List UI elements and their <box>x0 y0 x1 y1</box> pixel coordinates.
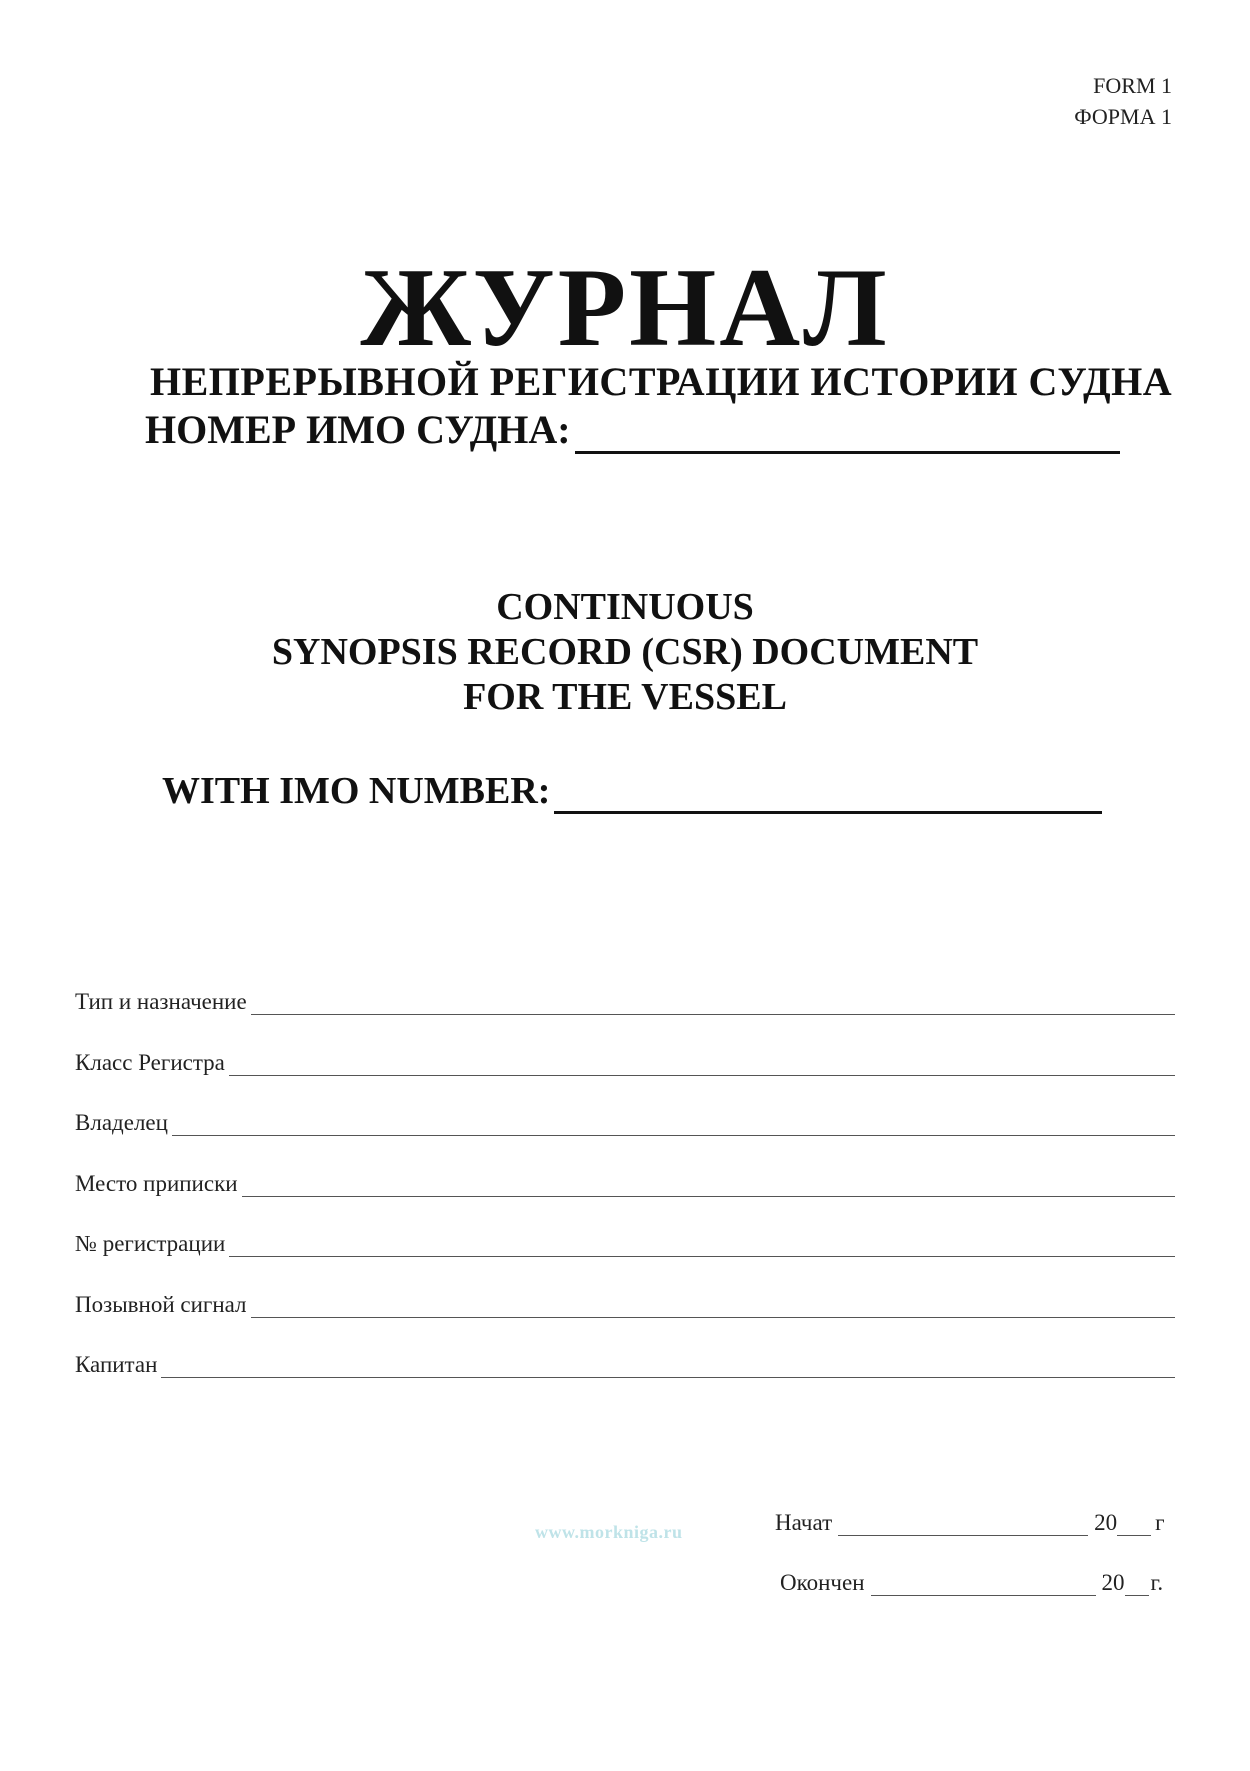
field-blank-captain[interactable] <box>161 1355 1175 1378</box>
imo-number-en-blank[interactable] <box>554 777 1102 814</box>
end-year-blank[interactable] <box>1125 1573 1149 1596</box>
form-number <box>1074 70 1172 132</box>
field-blank-callsign[interactable] <box>251 1295 1175 1318</box>
watermark-text: www.morkniga.ru <box>535 1522 683 1542</box>
start-year-suffix: г <box>1155 1510 1165 1535</box>
imo-number-en-row <box>162 768 1102 814</box>
field-row-port <box>75 1167 1175 1197</box>
field-label: Класс Регистра <box>75 1049 225 1075</box>
field-blank-class[interactable] <box>229 1053 1175 1076</box>
english-title-line3: FOR THE VESSEL <box>463 676 787 718</box>
field-row-registration <box>75 1227 1175 1257</box>
imo-number-ru-label: НОМЕР ИМО СУДНА: <box>145 407 571 452</box>
field-row-captain <box>75 1348 1175 1378</box>
start-date-label: Начат <box>775 1510 833 1535</box>
end-date-row <box>780 1570 1163 1596</box>
field-label: Место приписки <box>75 1170 238 1196</box>
imo-number-en-label: WITH IMO NUMBER: <box>162 770 551 812</box>
vessel-fields <box>75 985 1175 1409</box>
field-blank-registration[interactable] <box>229 1234 1175 1257</box>
end-year-prefix: 20 <box>1101 1570 1125 1595</box>
end-date-label: Окончен <box>780 1570 865 1595</box>
start-year-prefix: 20 <box>1094 1510 1118 1535</box>
start-date-row <box>775 1510 1165 1536</box>
field-label: Тип и назначение <box>75 989 247 1014</box>
form-number-ru: ФОРМА 1 <box>1074 104 1172 129</box>
field-row-owner <box>75 1106 1175 1136</box>
field-label: № регистрации <box>75 1231 226 1256</box>
field-label: Капитан <box>75 1352 158 1377</box>
end-year-suffix: г. <box>1150 1570 1164 1595</box>
imo-number-ru-row <box>145 406 1120 454</box>
english-title-line1: CONTINUOUS <box>496 586 754 628</box>
field-blank-type[interactable] <box>251 992 1175 1015</box>
start-date-blank[interactable] <box>838 1513 1088 1536</box>
start-year-blank[interactable] <box>1117 1513 1151 1536</box>
field-row-callsign <box>75 1288 1175 1318</box>
english-title-line2: SYNOPSIS RECORD (CSR) DOCUMENT <box>271 631 979 673</box>
journal-title: ЖУРНАЛ <box>360 246 890 370</box>
field-blank-port[interactable] <box>242 1174 1175 1197</box>
english-title-block <box>0 585 1250 720</box>
field-row-class <box>75 1046 1175 1076</box>
imo-number-ru-blank[interactable] <box>575 417 1120 454</box>
form-number-en: FORM 1 <box>1093 73 1172 98</box>
journal-subtitle: НЕПРЕРЫВНОЙ РЕГИСТРАЦИИ ИСТОРИИ СУДНА <box>150 359 1173 404</box>
field-row-type <box>75 985 1175 1015</box>
field-blank-owner[interactable] <box>172 1113 1175 1136</box>
end-date-blank[interactable] <box>871 1573 1096 1596</box>
field-label: Владелец <box>75 1110 168 1135</box>
field-label: Позывной сигнал <box>75 1291 247 1317</box>
